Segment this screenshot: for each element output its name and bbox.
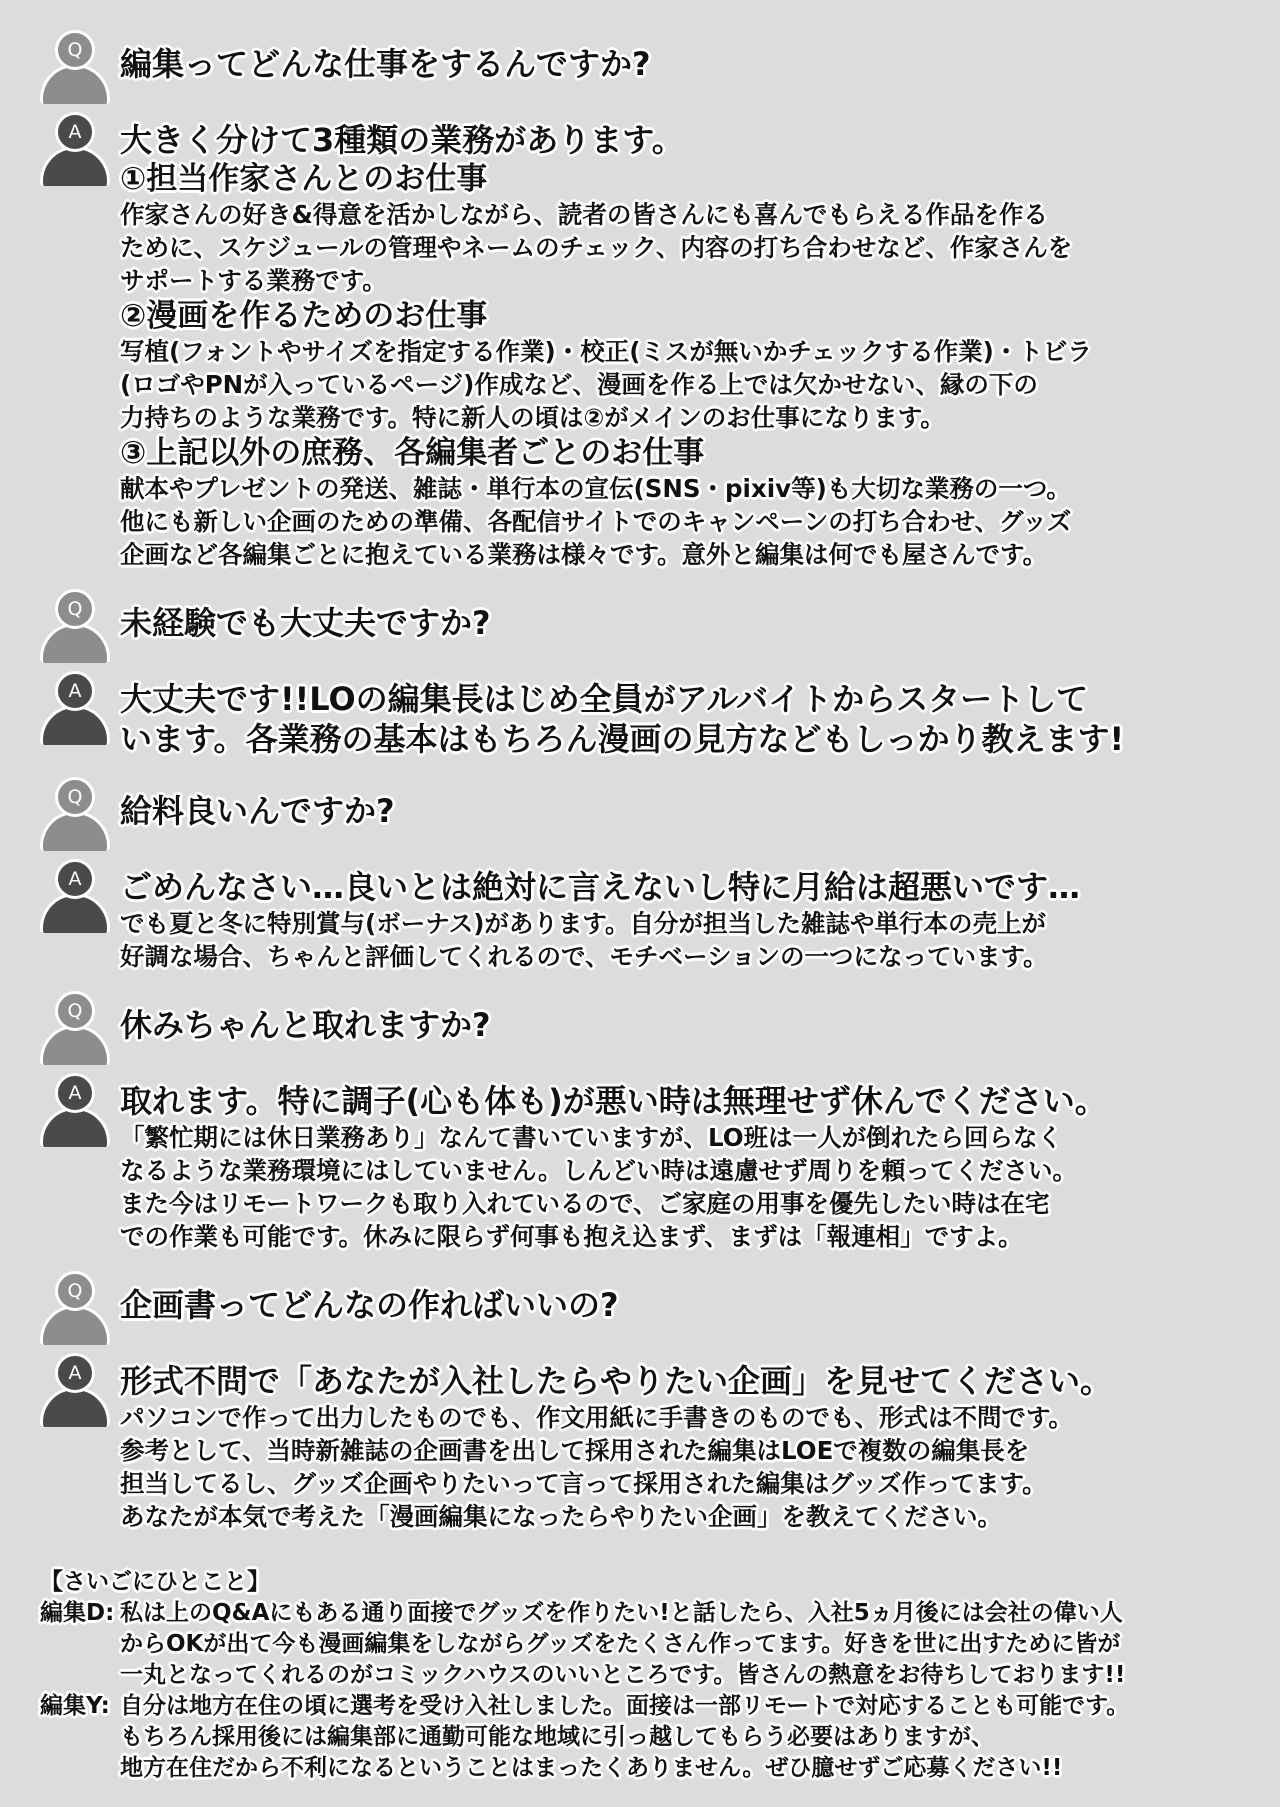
answer-line: での作業も可能です。休みに限らず何事も抱え込まず、まずは「報連相」ですよ。 <box>120 1222 1023 1251</box>
final-comments-title: 【さいごにひとこと】 <box>40 1569 270 1595</box>
answer-line: 他にも新しい企画のための準備、各配信サイトでのキャンペーンの打ち合わせ、グッズ <box>120 507 1072 536</box>
question-avatar-icon: Q <box>40 777 110 851</box>
comment-entry <box>40 1691 1240 1784</box>
answer-avatar-icon: A <box>40 112 110 186</box>
question-text: 編集ってどんな仕事をするんですか? <box>120 45 651 83</box>
final-comments <box>40 1567 1240 1784</box>
answer-line: 献本やプレゼントの発送、雑誌・単行本の宣伝(SNS・pixiv等)も大切な業務の一つ。 <box>120 474 1071 503</box>
question-avatar-icon: Q <box>40 1271 110 1345</box>
question-text: 未経験でも大丈夫ですか? <box>120 604 491 642</box>
answer-lead: 取れます。特に調子(心も体も)が悪い時は無理せず休んでください。 <box>120 1082 1107 1120</box>
answer-line: なるような業務環境にはしていません。しんどい時は遠慮せず周りを頼ってください。 <box>120 1156 1077 1185</box>
comment-line: もちろん採用後には編集部に通勤可能な地域に引っ越してもらう必要はありますが、 <box>120 1724 994 1750</box>
answer-line: あなたが本気で考えた「漫画編集になったらやりたい企画」を教えてください。 <box>120 1502 1002 1531</box>
answer-block <box>120 1353 1230 1533</box>
answer-row <box>40 859 1240 973</box>
answer-block <box>120 1073 1230 1253</box>
answer-row <box>40 671 1240 759</box>
question-row <box>40 991 1240 1065</box>
comment-line: 自分は地方在住の頃に選考を受け入社しました。面接は一部リモートで対応することも可能です。 <box>120 1693 1130 1719</box>
answer-line: 写植(フォントやサイズを指定する作業)・校正(ミスが無いかチェックする作業)・トビラ <box>120 337 1092 366</box>
question-row <box>40 777 1240 851</box>
answer-avatar-icon: A <box>40 671 110 745</box>
answer-avatar-icon: A <box>40 859 110 933</box>
comment-line: 一丸となってくれるのがコミックハウスのいいところです。皆さんの熱意をお待ちしております!! <box>120 1662 1126 1688</box>
question-avatar-icon: Q <box>40 589 110 663</box>
answer-line: (ロゴやPNが入っているページ)作成など、漫画を作る上では欠かせない、縁の下の <box>120 370 1038 399</box>
question-text: 休みちゃんと取れますか? <box>120 1006 491 1044</box>
answer-avatar-icon: A <box>40 1073 110 1147</box>
question-row <box>40 589 1240 663</box>
answer-section-heading: ③上記以外の庶務、各編集者ごとのお仕事 <box>120 435 705 471</box>
answer-line: 企画など各編集ごとに抱えている業務は様々です。意外と編集は何でも屋さんです。 <box>120 540 1048 569</box>
answer-line: でも夏と冬に特別賞与(ボーナス)があります。自分が担当した雑誌や単行本の売上が <box>120 909 1046 938</box>
answer-line: パソコンで作って出力したものでも、作文用紙に手書きのものでも、形式は不問です。 <box>120 1403 1074 1432</box>
answer-lead: 大丈夫です!!LOの編集長はじめ全員がアルバイトからスタートして <box>120 680 1089 718</box>
question-text: 企画書ってどんなの作ればいいの? <box>120 1286 619 1324</box>
comment-line: 地方在住だから不利になるということはまったくありません。ぜひ臆せずご応募ください!! <box>120 1755 1063 1781</box>
answer-row <box>40 1353 1240 1533</box>
question-text: 給料良いんですか? <box>120 792 395 830</box>
comment-entry <box>40 1598 1240 1691</box>
comment-author: 編集D: <box>40 1600 115 1626</box>
answer-line: また今はリモートワークも取り入れているので、ご家庭の用事を優先したい時は在宅 <box>120 1189 1050 1218</box>
answer-row <box>40 112 1240 571</box>
comment-line: 私は上のQ&Aにもある通り面接でグッズを作りたい!と話したら、入社5ヵ月後には会社の偉い人 <box>120 1600 1123 1626</box>
answer-line: 好調な場合、ちゃんと評価してくれるので、モチベーションの一つになっています。 <box>120 942 1048 971</box>
answer-line: ために、スケジュールの管理やネームのチェック、内容の打ち合わせなど、作家さんを <box>120 233 1073 262</box>
question-avatar-icon: Q <box>40 30 110 104</box>
question-row <box>40 1271 1240 1345</box>
answer-section-heading: ②漫画を作るためのお仕事 <box>120 298 488 334</box>
answer-block <box>120 859 1230 973</box>
comment-author: 編集Y: <box>40 1693 110 1719</box>
answer-row <box>40 1073 1240 1253</box>
answer-lead: 形式不問で「あなたが入社したらやりたい企画」を見せてください。 <box>120 1362 1113 1400</box>
question-row <box>40 30 1240 104</box>
answer-lead: います。各業務の基本はもちろん漫画の見方などもしっかり教えます! <box>120 720 1125 758</box>
question-avatar-icon: Q <box>40 991 110 1065</box>
answer-line: 「繁忙期には休日業務あり」なんて書いていますが、LO班は一人が倒れたら回らなく <box>120 1123 1063 1152</box>
answer-section-heading: ①担当作家さんとのお仕事 <box>120 161 488 197</box>
answer-line: 力持ちのような業務です。特に新人の頃は②がメインのお仕事になります。 <box>120 403 945 432</box>
answer-line: 参考として、当時新雑誌の企画書を出して採用された編集はLOEで複数の編集長を <box>120 1436 1030 1465</box>
answer-avatar-icon: A <box>40 1353 110 1427</box>
answer-block <box>120 671 1230 759</box>
answer-line: サポートする業務です。 <box>120 266 387 295</box>
comment-line: からOKが出て今も漫画編集をしながらグッズをたくさん作ってます。好きを世に出すために皆が <box>120 1631 1121 1657</box>
answer-lead: 大きく分けて3種類の業務があります。 <box>120 121 684 159</box>
answer-line: 担当してるし、グッズ企画やりたいって言って採用された編集はグッズ作ってます。 <box>120 1469 1047 1498</box>
answer-lead: ごめんなさい…良いとは絶対に言えないし特に月給は超悪いです… <box>120 868 1081 906</box>
answer-block <box>120 112 1230 571</box>
answer-line: 作家さんの好き&得意を活かしながら、読者の皆さんにも喜んでもらえる作品を作る <box>120 200 1048 229</box>
